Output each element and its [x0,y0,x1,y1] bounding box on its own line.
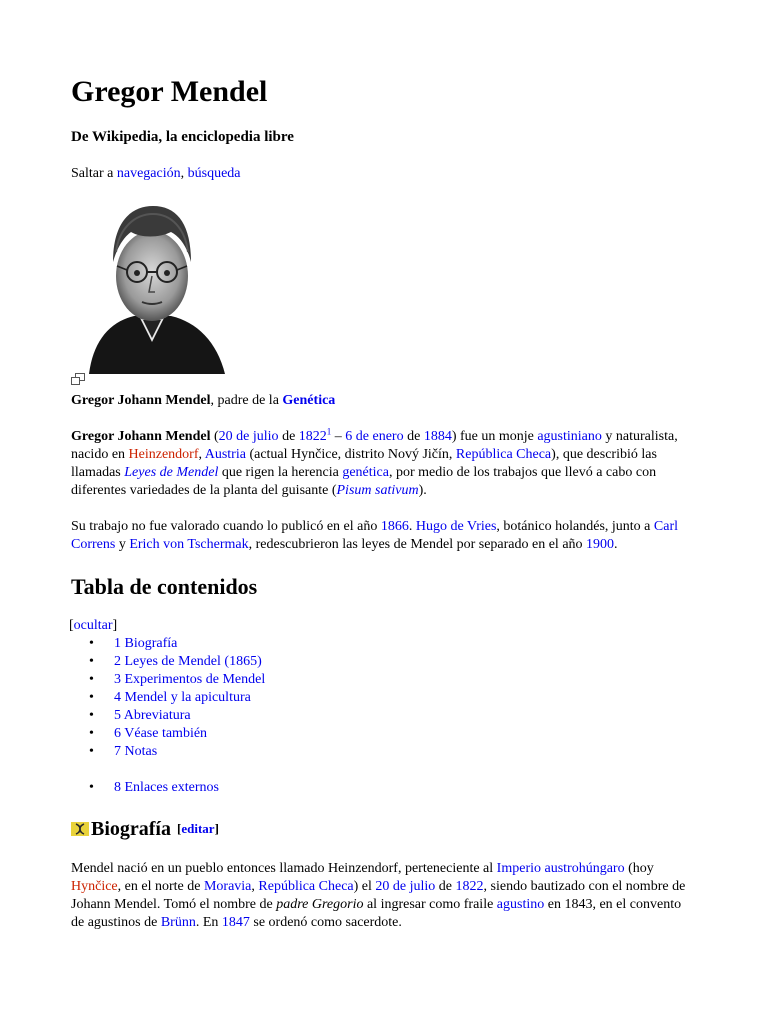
bracket: [ [177,821,182,836]
caption-name: Gregor Johann Mendel [71,393,211,408]
bullet: • [89,726,94,741]
text-run: en 1843, en el convento de agustinos de [71,897,682,930]
jump-prefix: Saltar a [71,166,117,181]
text-run: – [331,429,346,444]
toc-item [89,743,265,761]
text-run: , botánico holandés, junto a [496,519,654,534]
text-run: que rigen la herencia [218,465,343,480]
intro-paragraph [71,428,697,500]
death-year-link[interactable]: 1884 [423,429,452,444]
bullet: • [89,654,94,669]
leyes-mendel-link[interactable]: Leyes de Mendel [124,465,219,480]
mendel-portrait-image[interactable] [79,192,225,374]
text-run: (actual Hynčice, distrito Nový Jičín, [245,447,456,462]
toc-link-apicultura[interactable]: 4 Mendel y la apicultura [114,690,251,705]
text-run: . [408,519,416,534]
republica-checa-link[interactable]: República Checa [455,447,552,462]
year-1847-link[interactable]: 1847 [221,915,250,930]
bullet: • [89,636,94,651]
heinzendorf-link[interactable]: Heinzendorf [128,447,199,462]
section-heading-biografia [71,817,219,841]
imperio-link[interactable]: Imperio austrohúngaro [496,861,625,876]
pisum-sativum-link[interactable]: Pisum sativum [336,483,419,498]
toc-item [89,689,265,707]
reference-1-link[interactable]: 1 [326,426,332,437]
text-run: , en el norte de [117,879,204,894]
text-run: ). [418,483,427,498]
caption-genetica-link[interactable]: Genética [282,393,336,408]
portrait-drawing [79,192,225,374]
birth-day-link-2[interactable]: 20 de julio [375,879,436,894]
toc-item [89,671,265,689]
toc-title: Tabla de contenidos [71,574,258,599]
image-caption [71,392,335,410]
text-run: (hoy [624,861,654,876]
text-run: y naturalista, nacido en [71,429,678,462]
bracket: ] [112,618,118,633]
toc-item [89,779,265,797]
text-run: , siendo bautizado con el nombre de Johann Mendel. Tomó el nombre de [71,879,686,912]
bracket: [ [69,618,74,633]
jump-links [71,165,241,183]
bullet: • [89,780,94,795]
section-title: Biografía [91,818,171,840]
hugo-de-vries-link[interactable]: Hugo de Vries [415,519,497,534]
caption-text: , padre de la [210,393,283,408]
padre-gregorio: padre Gregorio [276,897,364,912]
text-run: , redescubrieron las leyes de Mendel por separado en el año [248,537,587,552]
genetica-link[interactable]: genética [342,465,389,480]
text-run: , [251,879,259,894]
bullet: • [89,744,94,759]
toc-link-vease[interactable]: 6 Véase también [114,726,208,741]
text-run: . [614,537,618,552]
text-run: ( [210,429,219,444]
agustiniano-link[interactable]: agustiniano [537,429,602,444]
text-run: Su trabajo no fue valorado cuando lo publicó en el año [71,519,381,534]
toc-link-leyes[interactable]: 2 Leyes de Mendel (1865) [114,654,262,669]
text-run: de [435,879,456,894]
text-run: al ingresar como fraile [363,897,497,912]
page-title: Gregor Mendel [71,75,268,108]
text-run: Mendel nació en un pueblo entonces llamado Heinzendorf, perteneciente al [71,861,497,876]
jump-separator: , [180,166,188,181]
bracket: ] [214,821,219,836]
subject-name: Gregor Johann Mendel [71,429,211,444]
toc-toggle [69,617,117,635]
biography-paragraph [71,860,697,932]
jump-search-link[interactable]: búsqueda [187,166,241,181]
section-edit [177,821,219,836]
toc-item [89,725,265,743]
toc-link-abreviatura[interactable]: 5 Abreviatura [114,708,191,723]
text-run: ) fue un monje [451,429,538,444]
toc-link-biografia[interactable]: 1 Biografía [114,636,178,651]
toc-link-enlaces[interactable]: 8 Enlaces externos [114,780,219,795]
birth-day-link[interactable]: 20 de julio [218,429,279,444]
text-run: ), que describió las llamadas [71,447,657,480]
birth-year-link[interactable]: 1822 [298,429,327,444]
text-run: . En [195,915,222,930]
edit-section-link[interactable]: editar [181,821,215,836]
brunn-link[interactable]: Brünn [160,915,196,930]
toc-item [89,635,265,653]
toc-item [89,653,265,671]
dna-icon [71,822,89,836]
toc-item [89,707,265,725]
text-run: de [403,429,424,444]
site-subtitle: De Wikipedia, la enciclopedia libre [71,129,294,145]
toc-list [89,635,265,797]
hyncice-link[interactable]: Hynčice [71,879,118,894]
carl-correns-link[interactable]: Carl Correns [71,519,678,552]
text-run: de [278,429,299,444]
austria-link[interactable]: Austria [204,447,246,462]
text-run: ) el [353,879,376,894]
year-1866-link[interactable]: 1866 [380,519,409,534]
toc-link-notas[interactable]: 7 Notas [114,744,158,759]
bullet: • [89,708,94,723]
text-run: y [115,537,130,552]
text-run: , [198,447,205,462]
death-day-link[interactable]: 6 de enero [345,429,404,444]
magnify-icon[interactable] [71,373,85,385]
republica-checa-link-2[interactable]: República Checa [258,879,354,894]
jump-navigation-link[interactable]: navegación [116,166,181,181]
toc-link-experimentos[interactable]: 3 Experimentos de Mendel [114,672,266,687]
year-1900-link[interactable]: 1900 [586,537,615,552]
bullet: • [89,690,94,705]
bullet: • [89,672,94,687]
birth-year-link-2[interactable]: 1822 [455,879,484,894]
text-run: , por medio de los trabajos que llevó a cabo con diferentes variedades de la planta del guisante ( [71,465,657,498]
rediscovery-paragraph [71,518,697,554]
moravia-link[interactable]: Moravia [203,879,252,894]
erich-von-tschermak-link[interactable]: Erich von Tschermak [129,537,249,552]
toc-hide-link[interactable]: ocultar [73,618,113,633]
agustino-link[interactable]: agustino [496,897,545,912]
text-run: se ordenó como sacerdote. [249,915,402,930]
